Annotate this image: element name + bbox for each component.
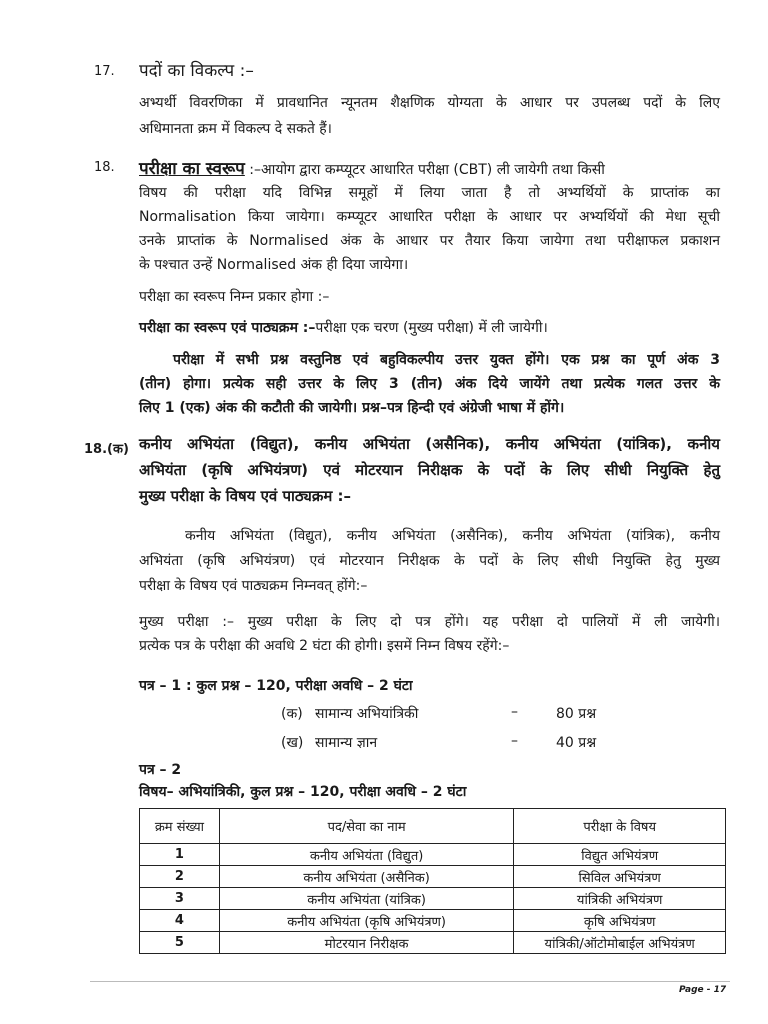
main-exam-line2: प्रत्येक पत्र के परीक्षा की अवधि 2 घंटा की होगी। इसमें निम्न विषय रहेंगे:– xyxy=(139,638,510,654)
table-cell-subject: यांत्रिकी/ऑटोमोबाईल अभियंत्रण xyxy=(514,932,726,954)
paper1-row-count: 40 प्रश्न xyxy=(556,735,597,751)
table-row xyxy=(140,866,726,888)
section-18k-heading1: कनीय अभियंता (विद्युत), कनीय अभियंता (असैनिक), कनीय अभियंता (यांत्रिक), कनीय xyxy=(139,435,720,453)
table-cell-subject: यांत्रिकी अभियंत्रण xyxy=(514,888,726,910)
section-18k-para3: परीक्षा के विषय एवं पाठ्यक्रम निम्नवत् होंगे:– xyxy=(139,578,368,594)
format-line xyxy=(139,318,548,337)
section-17-number: 17. xyxy=(94,64,115,79)
section-18k-number: 18.(क) xyxy=(84,442,129,457)
section-18-line1-rest: :–आयोग द्वारा कम्प्यूटर आधारित परीक्षा (CBT) ली जायेगी तथा किसी xyxy=(249,162,605,178)
paper1-row-dash: – xyxy=(511,704,518,720)
paper2-title: पत्र – 2 xyxy=(139,762,182,778)
table-header: क्रम संख्या xyxy=(140,809,220,844)
marking-para3: लिए 1 (एक) अंक की कटौती की जायेगी। प्रश्न–पत्र हिन्दी एवं अंग्रेजी भाषा में होंगे। xyxy=(139,400,565,416)
paper1-row-dash: – xyxy=(511,733,518,749)
table-cell-subject: विद्युत अभियंत्रण xyxy=(514,844,726,866)
section-18-line3: Normalisation किया जायेगा। कम्प्यूटर आधारित परीक्षा के आधार पर अभ्यर्थियों की मेधा सूची xyxy=(139,209,720,225)
paper1-title: पत्र – 1 : कुल प्रश्न – 120, परीक्षा अवधि – 2 घंटा xyxy=(139,678,413,694)
section-18k-heading3: मुख्य परीक्षा के विषय एवं पाठ्यक्रम :– xyxy=(139,487,352,505)
page-number: Page - 17 xyxy=(679,985,727,995)
table-header: परीक्षा के विषय xyxy=(514,809,726,844)
table-cell-post: कनीय अभियंता (कृषि अभियंत्रण) xyxy=(219,910,513,932)
format-rest: परीक्षा एक चरण (मुख्य परीक्षा) में ली जायेगी। xyxy=(315,320,548,336)
table-header: पद/सेवा का नाम xyxy=(219,809,513,844)
format-title: परीक्षा का स्वरूप एवं पाठ्यक्रम :– xyxy=(139,320,316,336)
table-row xyxy=(140,910,726,932)
format-intro: परीक्षा का स्वरूप निम्न प्रकार होगा :– xyxy=(139,289,330,305)
section-17-line2: अधिमानता क्रम में विकल्प दे सकते हैं। xyxy=(139,121,332,137)
table-row xyxy=(140,932,726,954)
paper1-row-idx: (ख) xyxy=(281,735,304,751)
table-row xyxy=(140,888,726,910)
table-cell-serial: 4 xyxy=(140,910,220,932)
table-cell-post: मोटरयान निरीक्षक xyxy=(219,932,513,954)
marking-para1: परीक्षा में सभी प्रश्न वस्तुनिष्ठ एवं बहुविकल्पीय उत्तर युक्त होंगे। एक प्रश्न का पूर्ण अंक 3 xyxy=(173,352,720,368)
main-exam-line1: मुख्य परीक्षा :– मुख्य परीक्षा के लिए दो पत्र होंगे। यह परीक्षा दो पालियों में ली जायेगी। xyxy=(139,614,720,630)
table-cell-serial: 1 xyxy=(140,844,220,866)
marking-para2: (तीन) होगा। प्रत्येक सही उत्तर के लिए 3 (तीन) अंक दिये जायेंगे तथा प्रत्येक गलत उत्तर के xyxy=(139,376,720,392)
table-header-row xyxy=(140,809,726,844)
table-cell-post: कनीय अभियंता (असैनिक) xyxy=(219,866,513,888)
table-cell-subject: सिविल अभियंत्रण xyxy=(514,866,726,888)
table-cell-serial: 5 xyxy=(140,932,220,954)
section-18k-para2: अभियंता (कृषि अभियंत्रण) एवं मोटरयान निरीक्षक के पदों के लिए सीधी नियुक्ति हेतु मुख्य xyxy=(139,553,720,569)
table-cell-post: कनीय अभियंता (यांत्रिक) xyxy=(219,888,513,910)
table-cell-subject: कृषि अभियंत्रण xyxy=(514,910,726,932)
paper1-row-count: 80 प्रश्न xyxy=(556,706,597,722)
section-18-number: 18. xyxy=(94,160,115,175)
paper1-row-idx: (क) xyxy=(281,706,303,722)
table-cell-post: कनीय अभियंता (विद्युत) xyxy=(219,844,513,866)
section-18k-para1: कनीय अभियंता (विद्युत), कनीय अभियंता (असैनिक), कनीय अभियंता (यांत्रिक), कनीय xyxy=(185,528,720,544)
section-18-line5: के पश्चात उन्हें Normalised अंक ही दिया जायेगा। xyxy=(139,257,409,273)
table-row xyxy=(140,844,726,866)
section-18-line1 xyxy=(139,156,605,179)
section-18-line2: विषय की परीक्षा यदि विभिन्न समूहों में लिया जाता है तो अभ्यर्थियों के प्राप्तांक का xyxy=(139,185,720,201)
footer-divider xyxy=(90,981,730,982)
table-cell-serial: 2 xyxy=(140,866,220,888)
section-17-title: पदों का विकल्प :– xyxy=(139,61,254,81)
section-17-line1: अभ्यर्थी विवरणिका में प्रावधानित न्यूनतम शैक्षणिक योग्यता के आधार पर उपलब्ध पदों के लिए xyxy=(139,95,720,111)
paper1-row-subject: सामान्य ज्ञान xyxy=(315,735,378,751)
table-cell-serial: 3 xyxy=(140,888,220,910)
section-18-title: परीक्षा का स्वरूप xyxy=(139,159,245,179)
section-18-line4: उनके प्राप्तांक के Normalised अंक के आधार पर तैयार किया जायेगा तथा परीक्षाफल प्रकाशन xyxy=(139,233,720,249)
paper1-row-subject: सामान्य अभियांत्रिकी xyxy=(315,706,419,722)
section-18k-heading2: अभियंता (कृषि अभियंत्रण) एवं मोटरयान निरीक्षक के पदों के लिए सीधी नियुक्ति हेतु xyxy=(139,461,720,479)
paper2-subtitle: विषय– अभियांत्रिकी, कुल प्रश्न – 120, परीक्षा अवधि – 2 घंटा xyxy=(139,784,467,800)
subjects-table xyxy=(139,808,726,954)
